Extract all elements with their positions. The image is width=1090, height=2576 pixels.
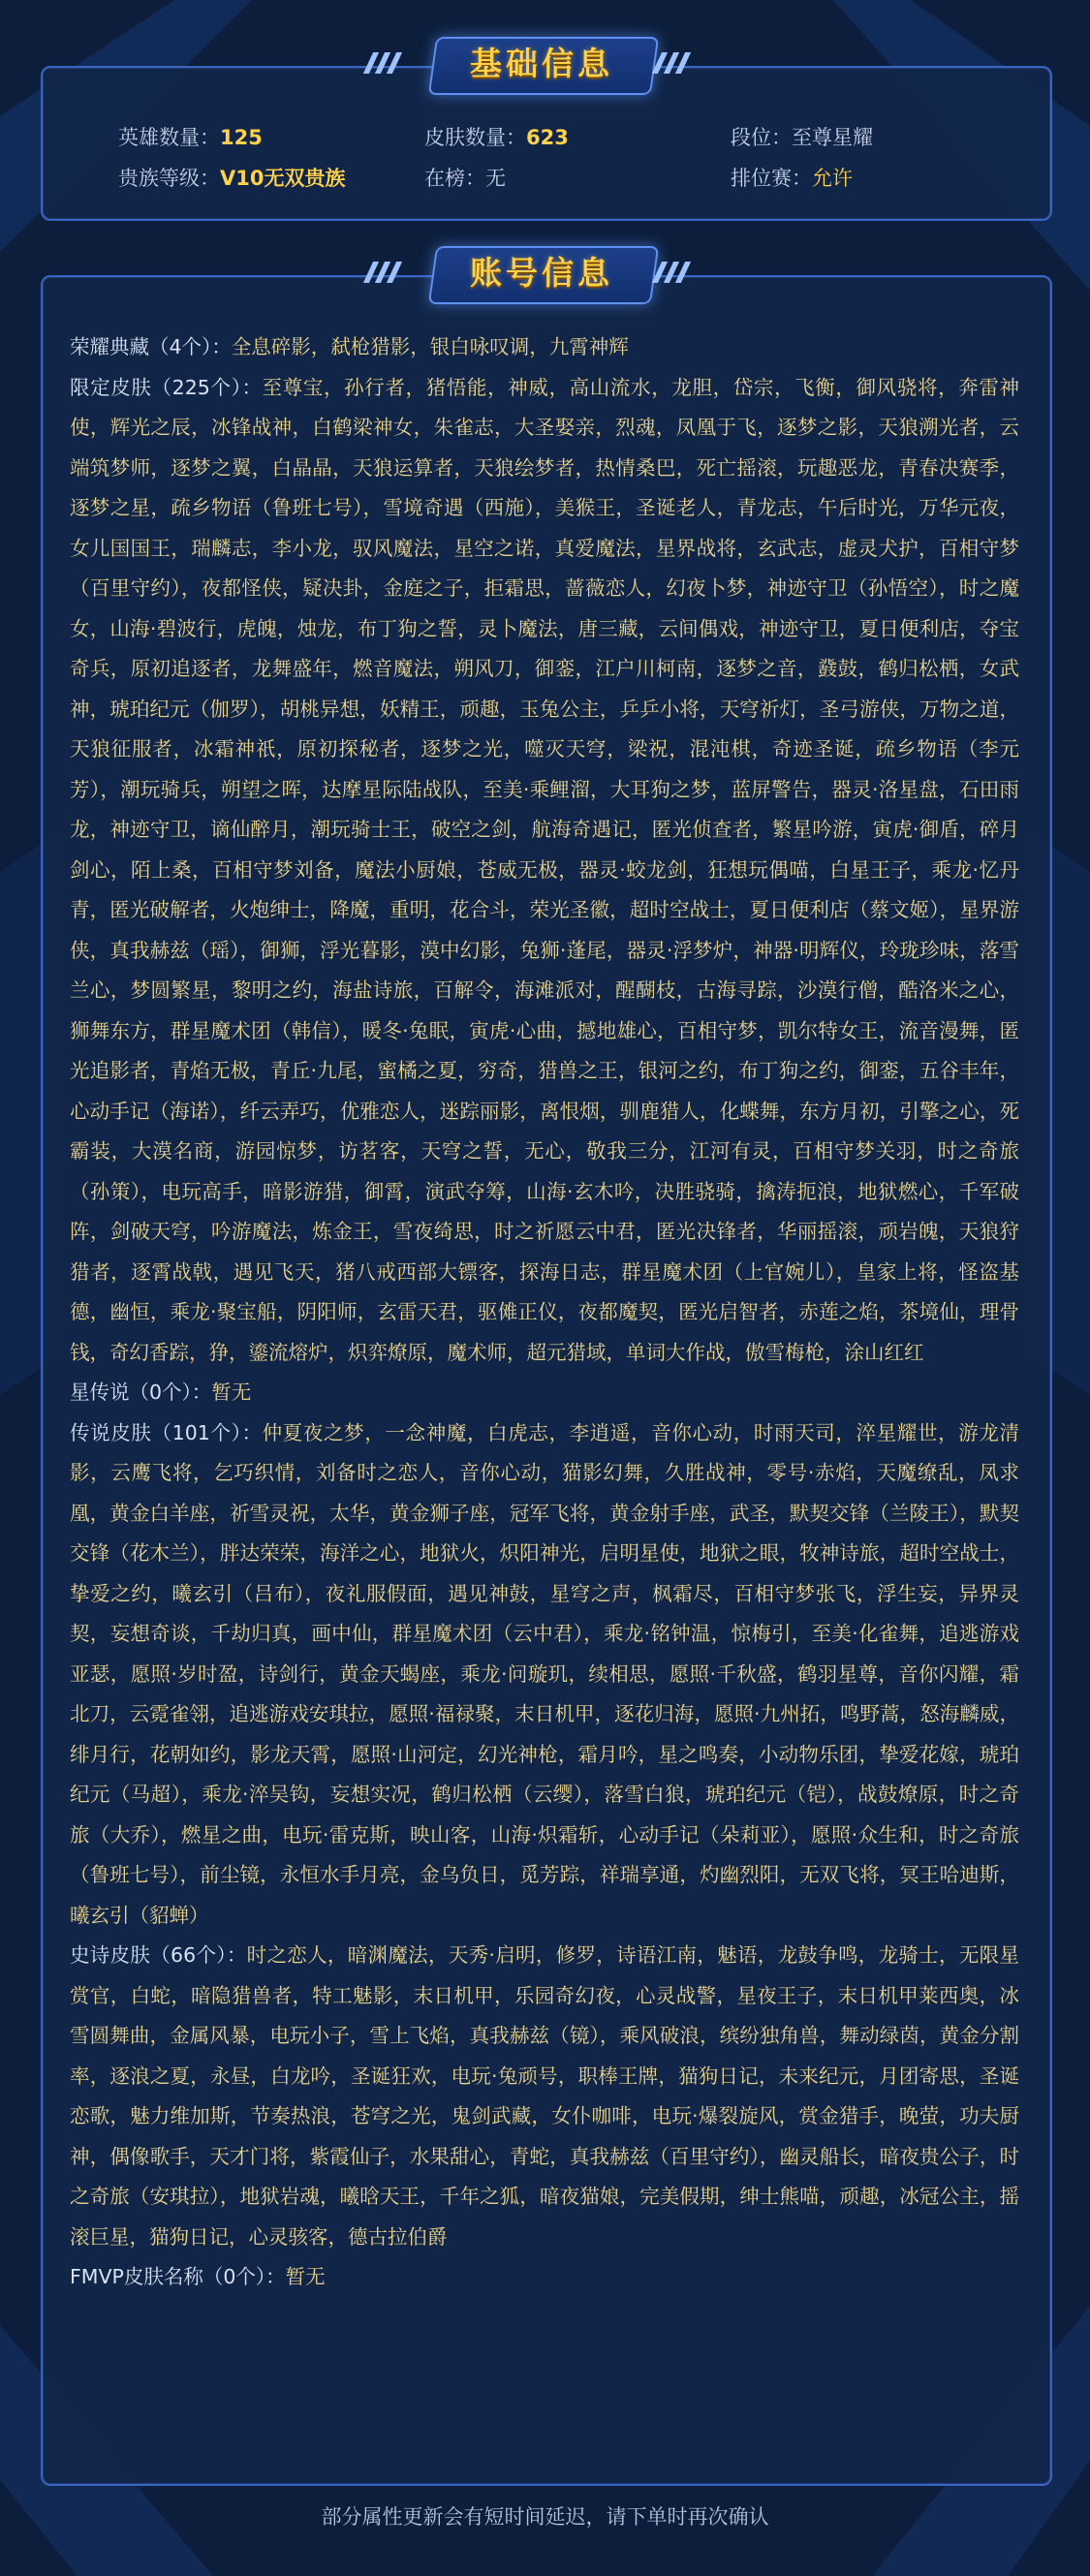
- title-wing-right-decoration: [657, 262, 717, 285]
- section-glory-collection: [70, 327, 1019, 368]
- rank-tier-label: 段位：: [731, 126, 792, 149]
- section-label: 限定皮肤（225个）：: [70, 375, 263, 399]
- section-fmvp-skins: [70, 2257, 1019, 2298]
- skin-count-label: 皮肤数量：: [424, 126, 526, 149]
- basic-info-grid: [78, 122, 1027, 203]
- title-wing-left-decoration: [368, 262, 428, 285]
- section-label: 星传说（0个）：: [70, 1381, 212, 1404]
- section-items: 暂无: [285, 2265, 326, 2288]
- ranked-match-label: 排位赛：: [731, 167, 812, 190]
- section-label: FMVP皮肤名称（0个）：: [70, 2265, 286, 2288]
- ranked-match: [731, 163, 853, 192]
- section-items: 仲夏夜之梦，一念神魔，白虎志，李逍遥，音你心动，时雨天司，淬星耀世，游龙清影，云鹰飞将，乞巧织情，刘备时之恋人，音你心动，猫影幻舞，久胜战神，零号·赤焰，天魔缭乱，凤求凰，黄金白羊座，祈雪灵祝，太华，黄金狮子座，冠军飞将，黄金射手座，武圣，默契交锋（兰陵王），默契交锋（花木兰），胖达荣荣，海洋之心，地狱火，炽阳神光，启明星使，地狱之眼，牧神诗旅，超时空战士，挚爱之约，曦玄引（吕布），夜礼服假面，遇见神鼓，星穹之声，枫霜尽，百相守梦张飞，浮生妄，异界灵契，妄想奇谈，千劫归真，画中仙，群星魔术团（云中君），乘龙·铭钟温，惊梅引，至美·化雀舞，追逃游戏亚瑟，愿照·岁时盈，诗剑行，黄金天蝎座，乘龙·问璇玑，续相思，愿照·千秋盛，鹤羽星尊，音你闪耀，霜北刀，云霓雀翎，追逃游戏安琪拉，愿照·福禄聚，末日机甲，逐花归海，愿照·九州拓，鸣野蒿，怒海麟威，绯月行，花朝如约，影龙天霄，愿照·山河定，幻光神枪，霜月吟，星之鸣奏，小动物乐团，挚爱花嫁，琥珀纪元（马超），乘龙·淬吴钩，妄想实况，鹤归松栖（云缨），落雪白狼，琥珀纪元（铠），战鼓燎原，时之奇旅（大乔），燃星之曲，电玩·雷克斯，映山客，山海·炽霜斩，心动手记（朵莉亚），愿照·众生和，时之奇旅（鲁班七号），前尘镜，永恒水手月亮，金乌负日，觅芳踪，祥瑞享通，灼幽烈阳，无双飞将，冥王哈迪斯，曦玄引（貂蝉）: [70, 1420, 1019, 1927]
- section-label: 史诗皮肤（66个）：: [70, 1943, 247, 1967]
- section-epic-skins: [70, 1936, 1019, 2257]
- account-info-title: 账号信息: [470, 254, 613, 292]
- title-wing-left-decoration: [368, 52, 428, 76]
- section-items: 全息碎影，弑枪猎影，银白咏叹调，九霄神辉: [231, 335, 629, 358]
- hero-count: [118, 122, 263, 151]
- section-star-legend: [70, 1373, 1019, 1413]
- leaderboard-value: 无: [485, 167, 506, 190]
- noble-level-label: 贵族等级：: [118, 167, 220, 190]
- section-items: 时之恋人，暗渊魔法，天秀·启明，修罗，诗语江南，魅语，龙鼓争鸣，龙骑士，无限星赏官，白蛇，暗隐猎兽者，特工魅影，末日机甲，乐园奇幻夜，心灵战警，星夜王子，末日机甲莱西奥，冰雪圆舞曲，金属风暴，电玩小子，雪上飞焰，真我赫兹（镜），乘风破浪，缤纷独角兽，舞动绿茵，黄金分割率，逐浪之夏，永昼，白龙吟，圣诞狂欢，电玩·兔顽号，职棒王牌，猫狗日记，未来纪元，月团寄思，圣诞恋歌，魅力维加斯，节奏热浪，苍穹之光，鬼剑武藏，女仆咖啡，电玩·爆裂旋风，赏金猎手，晚萤，功夫厨神，偶像歌手，天才门将，紫霞仙子，水果甜心，青蛇，真我赫兹（百里守约），幽灵船长，暗夜贵公子，时之奇旅（安琪拉），地狱岩魂，曦晗天王，千年之狐，暗夜猫娘，完美假期，绅士熊喵，顽趣，冰冠公主，摇滚巨星，猫狗日记，心灵骇客，德古拉伯爵: [70, 1943, 1019, 2249]
- basic-info-title-badge: [368, 31, 717, 99]
- section-items: 暂无: [211, 1381, 252, 1404]
- section-legendary-skins: [70, 1413, 1019, 1937]
- section-label: 荣耀典藏（4个）：: [70, 335, 232, 358]
- skin-count: [424, 122, 569, 151]
- account-info-content: [70, 327, 1019, 2298]
- rank-tier: [731, 122, 873, 151]
- basic-info-row: [78, 163, 1027, 203]
- hero-count-value: 125: [220, 126, 263, 149]
- basic-info-title: 基础信息: [470, 45, 613, 82]
- ranked-match-value: 允许: [812, 167, 853, 190]
- noble-level-value: V10无双贵族: [220, 167, 346, 190]
- noble-level: [118, 163, 345, 192]
- section-label: 传说皮肤（101个）：: [70, 1420, 263, 1444]
- footer-notice: 部分属性更新会有短时间延迟，请下单时再次确认: [321, 2505, 769, 2529]
- account-info-title-badge: [368, 240, 717, 308]
- leaderboard-label: 在榜：: [424, 167, 485, 190]
- rank-tier-value: 至尊星耀: [792, 126, 873, 149]
- section-limited-skins: [70, 368, 1019, 1374]
- hero-count-label: 英雄数量：: [118, 126, 220, 149]
- title-wing-right-decoration: [657, 52, 717, 76]
- basic-info-row: [78, 122, 1027, 163]
- leaderboard: [424, 163, 506, 192]
- skin-count-value: 623: [526, 126, 569, 149]
- section-items: 至尊宝，孙行者，猪悟能，神威，高山流水，龙胆，岱宗，飞衡，御风骁将，奔雷神使，辉光之辰，冰锋战神，白鹤梁神女，朱雀志，大圣娶亲，烈魂，凤凰于飞，逐梦之影，天狼溯光者，云端筑梦师，逐梦之翼，白晶晶，天狼运算者，天狼绘梦者，热情桑巴，死亡摇滚，玩趣恶龙，青春决赛季，逐梦之星，疏乡物语（鲁班七号），雪境奇遇（西施），美猴王，圣诞老人，青龙志，午后时光，万华元夜，女儿国国王，瑞麟志，李小龙，驭风魔法，星空之诺，真爱魔法，星界战将，玄武志，虚灵犬护，百相守梦（百里守约），夜都怪侠，疑决卦，金庭之子，拒霜思，蔷薇恋人，幻夜卜梦，神迹守卫（孙悟空），时之魔女，山海·碧波行，虎魄，烛龙，布丁狗之誓，灵卜魔法，唐三藏，云间偶戏，神迹守卫，夏日便利店，夺宝奇兵，原初追逐者，龙舞盛年，燃音魔法，朔风刀，御銮，江户川柯南，逐梦之音，鼗鼓，鹤归松栖，女武神，琥珀纪元（伽罗），胡桃异想，妖精王，顽趣，玉兔公主，乒乒小将，天穹祈灯，圣弓游侠，万物之道，天狼征服者，冰霜神祇，原初探秘者，逐梦之光，噬灭天穹，梁祝，混沌棋，奇迹圣诞，疏乡物语（李元芳），潮玩骑兵，朔望之晖，达摩星际陆战队，至美·乘鲤溜，大耳狗之梦，蓝屏警告，器灵·洛星盘，石田雨龙，神迹守卫，谪仙醉月，潮玩骑士王，破空之剑，航海奇遇记，匿光侦查者，繁星吟游，寅虎·御盾，碎月剑心，陌上桑，百相守梦刘备，魔法小厨娘，苍威无极，器灵·蛟龙剑，狂想玩偶喵，白星王子，乘龙·忆丹青，匿光破解者，火炮绅士，降魔，重明，花合斗，荣光圣徽，超时空战士，夏日便利店（蔡文姬），星界游侠，真我赫兹（瑶），御狮，浮光暮影，漠中幻影，兔狮·蓬尾，器灵·浮梦炉，神器·明辉仪，玲珑珍味，落雪兰心，梦圆繁星，黎明之约，海盐诗旅，百解令，海滩派对，醒醐枝，古海寻踪，沙漠行僧，酷洛米之心，狮舞东方，群星魔术团（韩信），暖冬·兔眠，寅虎·心曲，撼地雄心，百相守梦，凯尔特女王，流音漫舞，匿光追影者，青焰无极，青丘·九尾，蜜橘之夏，穷奇，猎兽之王，银河之约，布丁狗之约，御銮，五谷丰年，心动手记（海诺），纤云弄巧，优雅恋人，迷踪丽影，离恨烟，驯鹿猎人，化蝶舞，东方月初，引擎之心，死霸装，大漠名商，游园惊梦，访茗客，天穹之誓，无心，敬我三分，江河有灵，百相守梦关羽，时之奇旅（孙策），电玩高手，暗影游猎，御霄，演武夺筹，山海·玄木吟，决胜骁骑，擒涛扼浪，地狱燃心，千军破阵，剑破天穹，吟游魔法，炼金王，雪夜绮思，时之祈愿云中君，匿光决锋者，华丽摇滚，顽岩魄，天狼狩猎者，逐霄战戟，遇见飞天，猪八戒西部大镖客，探海日志，群星魔术团（上官婉儿），皇家上将，怪盗基德，幽恒，乘龙·聚宝船，阴阳师，玄雷天君，驱傩正仪，夜都魔契，匿光启智者，赤莲之焰，茶境仙，理骨钱，奇幻香踪，狰，鎏流熔炉，炽弈燎原，魔术师，超元猎域，单词大作战，傲雪梅枪，涂山红红: [70, 375, 1019, 1364]
